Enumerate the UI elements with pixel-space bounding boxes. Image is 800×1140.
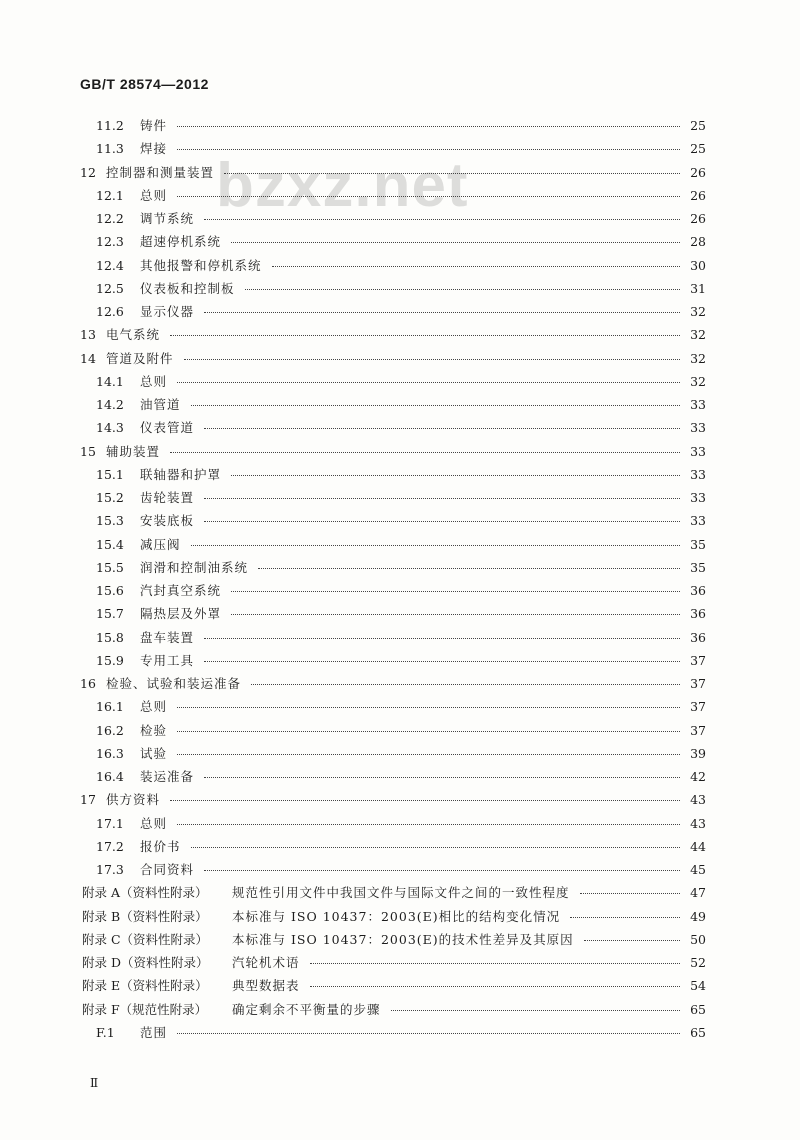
dot-leader [177,126,680,127]
toc-entry-number: 附录 D（资料性附录） [82,955,209,970]
toc-entry[interactable] [96,604,706,624]
toc-entry-number: 15.7 [96,606,124,622]
toc-entry[interactable] [96,302,706,322]
dot-leader [272,266,680,267]
toc-entry-page: 30 [690,257,706,273]
toc-entry-number: 12.1 [96,187,124,203]
toc-entry-number: 15.5 [96,559,124,575]
dot-leader [191,545,680,546]
toc-entry[interactable] [80,674,706,694]
toc-entry-number: 17.3 [96,862,124,877]
toc-entry-title: 总则 [140,815,168,831]
toc-entry-number: 15.1 [96,466,124,482]
toc-entry-title: 铸件 [140,118,168,133]
toc-entry-page: 37 [690,676,706,691]
dot-leader [177,707,680,708]
toc-entry-title: 减压阀 [140,536,181,552]
toc-entry-title: 本标准与 ISO 10437：2003(E)相比的结构变化情况 [232,908,561,924]
page-number: Ⅱ [90,1076,99,1090]
toc-entry-page: 47 [690,885,706,901]
toc-entry-title: 超速停机系统 [140,234,222,250]
toc-entry[interactable] [80,442,706,462]
toc-entry-number: 14.3 [96,420,124,436]
toc-entry-title: 齿轮装置 [140,490,195,505]
toc-entry-page: 33 [690,466,706,482]
toc-entry-page: 36 [690,583,706,598]
toc-entry-number: 17 [80,792,96,808]
toc-entry[interactable] [96,256,706,276]
toc-entry-title: 仪表管道 [140,420,195,436]
toc-entry[interactable] [96,139,706,159]
toc-entry[interactable] [96,418,706,438]
toc-entry[interactable] [96,744,706,764]
toc-entry-title: 汽封真空系统 [140,583,222,598]
toc-entry[interactable] [82,907,706,927]
toc-entry[interactable] [96,697,706,717]
toc-entry-number: 17.1 [96,815,124,831]
toc-entry-page: 44 [690,838,706,854]
dot-leader [170,335,680,336]
dot-leader [177,754,680,755]
toc-entry-page: 50 [690,931,706,947]
toc-entry-number: 12.6 [96,304,124,319]
toc-entry-page: 28 [690,234,706,250]
dot-leader [177,149,680,150]
toc-entry-page: 26 [690,211,706,226]
toc-entry-title: 确定剩余不平衡量的步骤 [232,1001,381,1017]
toc-entry-number: 附录 B（资料性附录） [82,908,208,924]
toc-entry-number: 附录 A（资料性附录） [82,885,208,901]
toc-entry-page: 35 [690,559,706,575]
dot-leader [584,940,680,941]
toc-entry[interactable] [96,628,706,648]
dot-leader [570,917,680,918]
toc-entry-page: 25 [690,118,706,133]
toc-entry-title: 盘车装置 [140,629,195,645]
dot-leader [231,614,680,615]
toc-entry-title: 油管道 [140,397,181,412]
toc-entry[interactable] [96,581,706,601]
toc-entry-title: 检验、试验和装运准备 [106,676,242,691]
toc-entry-title: 电气系统 [106,327,161,343]
toc-entry-number: 15.6 [96,583,124,598]
toc-entry-page: 31 [690,280,706,296]
dot-leader [258,568,680,569]
toc-entry-page: 49 [690,908,706,924]
toc-entry-number: 附录 E（资料性附录） [82,978,208,994]
dot-leader [310,986,680,987]
toc-entry-number: 16 [80,676,96,691]
toc-entry[interactable] [96,116,706,136]
toc-entry-number: 15.3 [96,513,124,529]
toc-entry-number: 15.9 [96,652,124,668]
toc-entry-number: 16.4 [96,769,124,784]
toc-entry-page: 25 [690,141,706,157]
toc-entry-page: 26 [690,164,706,180]
toc-entry-title: 本标准与 ISO 10437：2003(E)的技术性差异及其原因 [232,931,574,947]
toc-entry[interactable] [80,790,706,810]
toc-entry[interactable] [96,535,706,555]
toc-entry[interactable] [96,767,706,787]
toc-entry-title: 润滑和控制油系统 [140,559,249,575]
toc-entry-title: 范围 [140,1024,168,1040]
dot-leader [170,800,680,801]
toc-entry-page: 36 [690,606,706,622]
toc-entry-page: 65 [690,1024,706,1040]
toc-entry[interactable] [80,163,706,183]
dot-leader [184,359,680,360]
toc-entry[interactable] [96,372,706,392]
dot-leader [170,452,680,453]
toc-entry-page: 32 [690,304,706,319]
toc-entry-number: 11.2 [96,118,124,133]
dot-leader [310,963,680,964]
toc-entry-title: 控制器和测量装置 [106,164,215,180]
toc-entry-page: 33 [690,420,706,436]
dot-leader [177,1033,680,1034]
toc-entry-number: 15.8 [96,629,124,645]
toc-entry-page: 52 [690,955,706,970]
dot-leader [204,498,680,499]
toc-entry-number: 12.2 [96,211,124,226]
toc-entry-page: 33 [690,397,706,412]
toc-entry-title: 典型数据表 [232,978,300,994]
toc-entry-number: 16.2 [96,722,124,738]
toc-entry-title: 隔热层及外罩 [140,606,222,622]
toc-entry-number: 15 [80,443,96,459]
toc-entry-number: 12.4 [96,257,124,273]
toc-entry-page: 33 [690,490,706,505]
dot-leader [204,661,680,662]
toc-entry-title: 仪表板和控制板 [140,280,235,296]
dot-leader [231,242,680,243]
toc-entry-number: 16.3 [96,745,124,761]
toc-entry-page: 35 [690,536,706,552]
document-code: GB/T 28574—2012 [80,76,209,92]
toc-entry-page: 26 [690,187,706,203]
toc-entry-page: 39 [690,745,706,761]
toc-entry[interactable] [96,209,706,229]
toc-entry[interactable] [96,721,706,741]
toc-entry-number: 15.4 [96,536,124,552]
toc-entry[interactable] [96,558,706,578]
toc-entry-title: 供方资料 [106,792,161,808]
toc-entry-title: 报价书 [140,838,181,854]
toc-entry[interactable] [96,186,706,206]
toc-entry-page: 65 [690,1001,706,1017]
toc-entry-number: 附录 F（规范性附录） [82,1001,208,1017]
toc-entry-title: 辅助装置 [106,443,161,459]
toc-entry[interactable] [96,279,706,299]
toc-entry-title: 安装底板 [140,513,195,529]
toc-entry-number: 14.1 [96,373,124,389]
toc-entry-page: 37 [690,652,706,668]
dot-leader [177,196,680,197]
toc-entry-page: 43 [690,815,706,831]
toc-entry-title: 总则 [140,373,168,389]
toc-entry[interactable] [80,349,706,369]
toc-entry-page: 45 [690,862,706,877]
toc-entry-page: 43 [690,792,706,808]
toc-entry[interactable] [82,930,706,950]
toc-entry-page: 33 [690,513,706,529]
toc-entry-page: 54 [690,978,706,994]
toc-entry-title: 合同资料 [140,862,195,877]
toc-entry-title: 总则 [140,699,168,715]
dot-leader [204,312,680,313]
toc-entry[interactable] [96,651,706,671]
toc-entry-number: 17.2 [96,838,124,854]
dot-leader [204,638,680,639]
toc-entry-page: 37 [690,699,706,715]
dot-leader [177,824,680,825]
toc-entry-title: 管道及附件 [106,350,174,366]
toc-entry-number: 16.1 [96,699,124,715]
dot-leader [580,893,680,894]
toc-entry[interactable] [82,953,706,973]
dot-leader [177,382,680,383]
toc-entry-title: 总则 [140,187,168,203]
toc-entry-number: 附录 C（资料性附录） [82,931,209,947]
toc-entry[interactable] [96,488,706,508]
toc-entry[interactable] [96,465,706,485]
toc-entry-page: 32 [690,350,706,366]
toc-entry-title: 规范性引用文件中我国文件与国际文件之间的一致性程度 [232,885,570,901]
toc-entry-page: 42 [690,769,706,784]
dot-leader [204,870,680,871]
toc-entry-title: 调节系统 [140,211,195,226]
dot-leader [245,289,680,290]
toc-entry-title: 检验 [140,722,168,738]
dot-leader [204,428,680,429]
toc-entry[interactable] [96,232,706,252]
toc-entry-number: 14.2 [96,397,124,412]
toc-entry-number: 13 [80,327,96,343]
toc-entry[interactable] [82,976,706,996]
toc-entry[interactable] [96,1023,706,1043]
toc-entry-number: 12.3 [96,234,124,250]
dot-leader [231,475,680,476]
dot-leader [177,731,680,732]
toc-entry-title: 试验 [140,745,168,761]
toc-entry[interactable] [82,883,706,903]
toc-entry-page: 36 [690,629,706,645]
toc-entry-number: 11.3 [96,141,124,157]
dot-leader [204,521,680,522]
watermark: bzxz.net [216,151,469,220]
toc-entry[interactable] [96,511,706,531]
dot-leader [251,684,680,685]
toc-entry-title: 装运准备 [140,769,195,784]
dot-leader [204,777,680,778]
toc-entry-title: 联轴器和护罩 [140,466,222,482]
toc-entry-number: 12 [80,164,96,180]
toc-entry-number: 14 [80,350,96,366]
toc-entry[interactable] [96,814,706,834]
dot-leader [224,173,680,174]
toc-entry-number: 12.5 [96,280,124,296]
toc-entry[interactable] [96,395,706,415]
toc-entry[interactable] [96,837,706,857]
toc-entry-title: 专用工具 [140,652,195,668]
toc-entry[interactable] [96,860,706,880]
toc-entry[interactable] [80,325,706,345]
dot-leader [204,219,680,220]
dot-leader [391,1010,680,1011]
dot-leader [231,591,680,592]
toc-entry-page: 32 [690,373,706,389]
toc-entry-title: 其他报警和停机系统 [140,257,262,273]
toc-entry-number: 15.2 [96,490,124,505]
toc-entry-page: 37 [690,722,706,738]
dot-leader [191,405,680,406]
toc-entry[interactable] [82,1000,706,1020]
toc-entry-title: 显示仪器 [140,304,195,319]
toc-entry-title: 汽轮机术语 [232,955,300,970]
toc-entry-page: 32 [690,327,706,343]
toc-entry-number: F.1 [96,1024,115,1040]
dot-leader [191,847,680,848]
toc-entry-page: 33 [690,443,706,459]
toc-entry-title: 焊接 [140,141,168,157]
